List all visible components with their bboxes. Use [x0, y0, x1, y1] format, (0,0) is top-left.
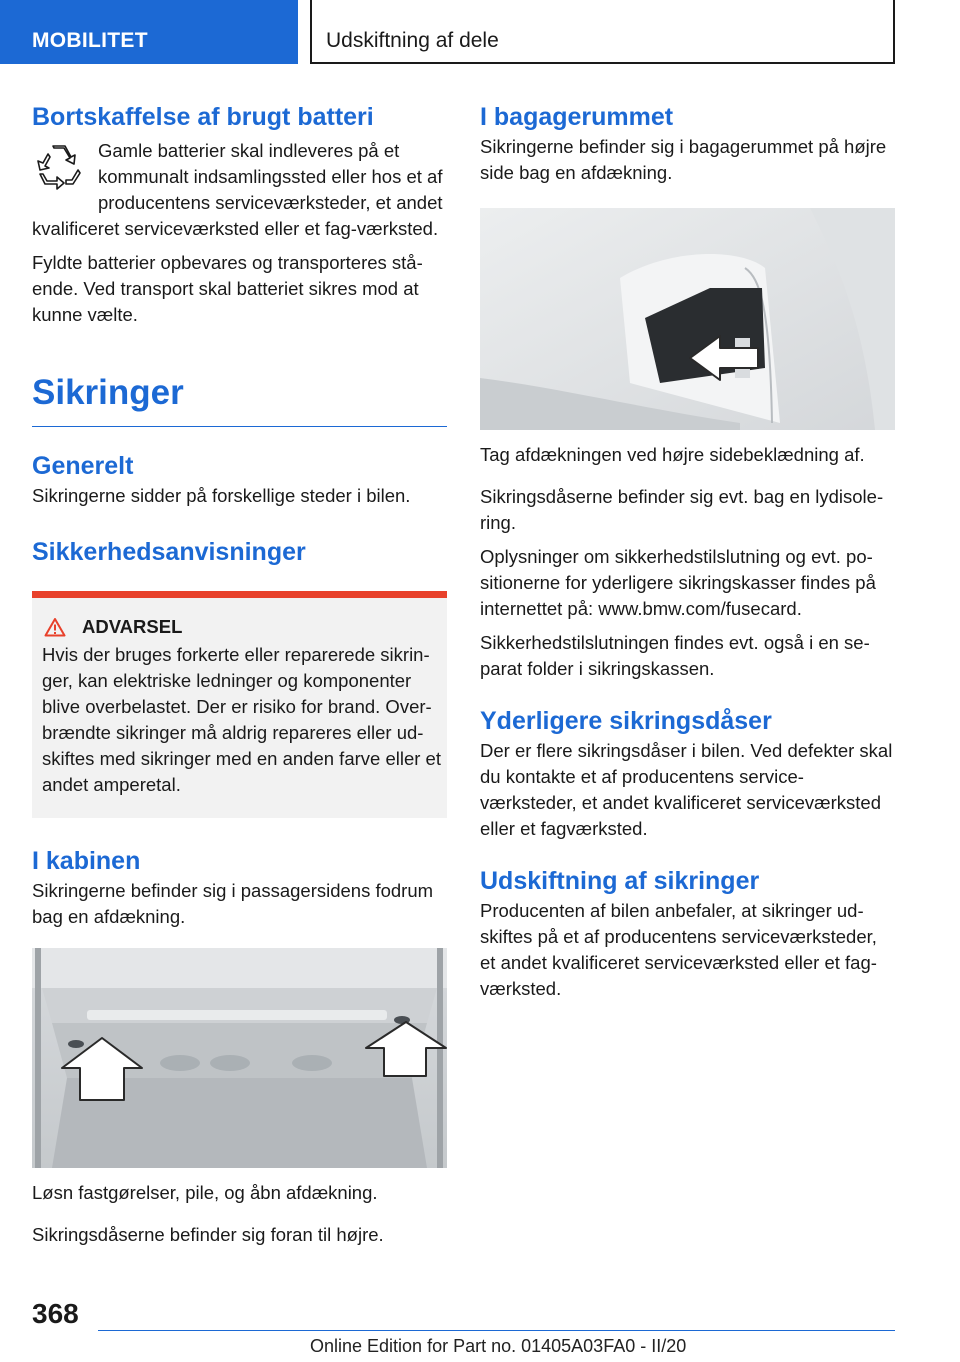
trunk-paragraph-4: Sikkerhedstilslutningen findes evt. også i en se-parat folder i sikringskassen. [480, 632, 870, 679]
disposal-heading: Bortskaffelse af brugt batteri [32, 103, 374, 131]
cabin-caption: Løsn fastgørelser, pile, og åbn afdækning. [32, 1182, 378, 1203]
disposal-section [32, 138, 447, 328]
trunk-paragraph-3: Oplysninger om sikkerhedstilslutning og evt. po-sitionerne for yderligere sikringskasser findes på internettet på: www.bmw.com/fusecard. [480, 546, 876, 619]
replace-fuses-heading: Udskiftning af sikringer [480, 867, 760, 895]
trunk-paragraph-2: Sikringsdåserne befinder sig evt. bag en lydisole-ring. [480, 486, 884, 533]
more-fuseboxes-heading: Yderligere sikringsdåser [480, 707, 772, 735]
page-number: 368 [32, 1298, 79, 1329]
trunk-photo [480, 208, 895, 430]
general-text: Sikringerne sidder på forskellige steder i bilen. [32, 485, 411, 506]
warning-bar [32, 591, 447, 598]
trunk-heading: I bagagerummet [480, 103, 674, 131]
replace-fuses-text: Producenten af bilen anbefaler, at sikringer ud-skiftes på et af producentens serviceværksteder, et andet kvalificeret serviceværksted eller et fag-værksted. [480, 900, 877, 999]
more-fuseboxes-text: Der er flere sikringsdåser i bilen. Ved defekter skal du kontakte et af producentens service-værksteder, et andet kvalificeret serviceværksted eller et fagværksted. [480, 740, 893, 839]
cabin-text-2: Sikringsdåserne befinder sig foran til højre. [32, 1224, 384, 1245]
safety-heading: Sikkerhedsanvisninger [32, 538, 306, 566]
cabin-photo [32, 948, 447, 1168]
fuses-heading: Sikringer [32, 373, 184, 412]
trunk-text: Sikringerne befinder sig i bagagerummet på højre side bag en afdækning. [480, 136, 887, 183]
trunk-caption: Tag afdækningen ved højre sidebeklædning af. [480, 444, 865, 465]
warning-text: Hvis der bruges forkerte eller reparerede sikrin-ger, kan elektriske ledninger og komponenter blive overbelastet. Der er risiko for brand. Over-brændte sikringer må aldrig repareres eller ud-skiftes med sikringer med en anden farve eller et andet amperetal. [42, 644, 441, 795]
chapter-title: Udskiftning af dele [326, 29, 499, 52]
warning-box [32, 591, 447, 818]
warning-triangle-icon [44, 617, 66, 637]
recycle-icon [34, 142, 84, 192]
trunk-image [480, 208, 895, 430]
disposal-text-1: Gamle batterier skal indleveres på et kommunalt indsamlingssted eller hos et af producentens serviceværksteder, et andet kvalificeret serviceværksted eller et fag-værksted. [32, 140, 443, 239]
right-column [480, 100, 895, 1002]
footer-rule [98, 1330, 895, 1331]
chapter-header [310, 0, 895, 64]
warning-label: ADVARSEL [82, 616, 183, 637]
fuses-heading-rule [32, 426, 447, 427]
section-label: MOBILITET [32, 29, 148, 52]
general-heading: Generelt [32, 452, 134, 480]
cabin-image [32, 948, 447, 1168]
disposal-paragraph-1 [32, 138, 447, 242]
left-column [32, 100, 447, 1248]
section-tab [0, 0, 298, 64]
edition-text: Online Edition for Part no. 01405A03FA0 - II/20 [310, 1336, 687, 1356]
warning-header [42, 616, 447, 638]
cabin-text: Sikringerne befinder sig i passagersidens fodrum bag en afdækning. [32, 880, 434, 927]
disposal-paragraph-2: Fyldte batterier opbevares og transporteres stå-ende. Ved transport skal batteriet sikres mod at kunne vælte. [32, 252, 423, 325]
cabin-heading: I kabinen [32, 847, 141, 875]
